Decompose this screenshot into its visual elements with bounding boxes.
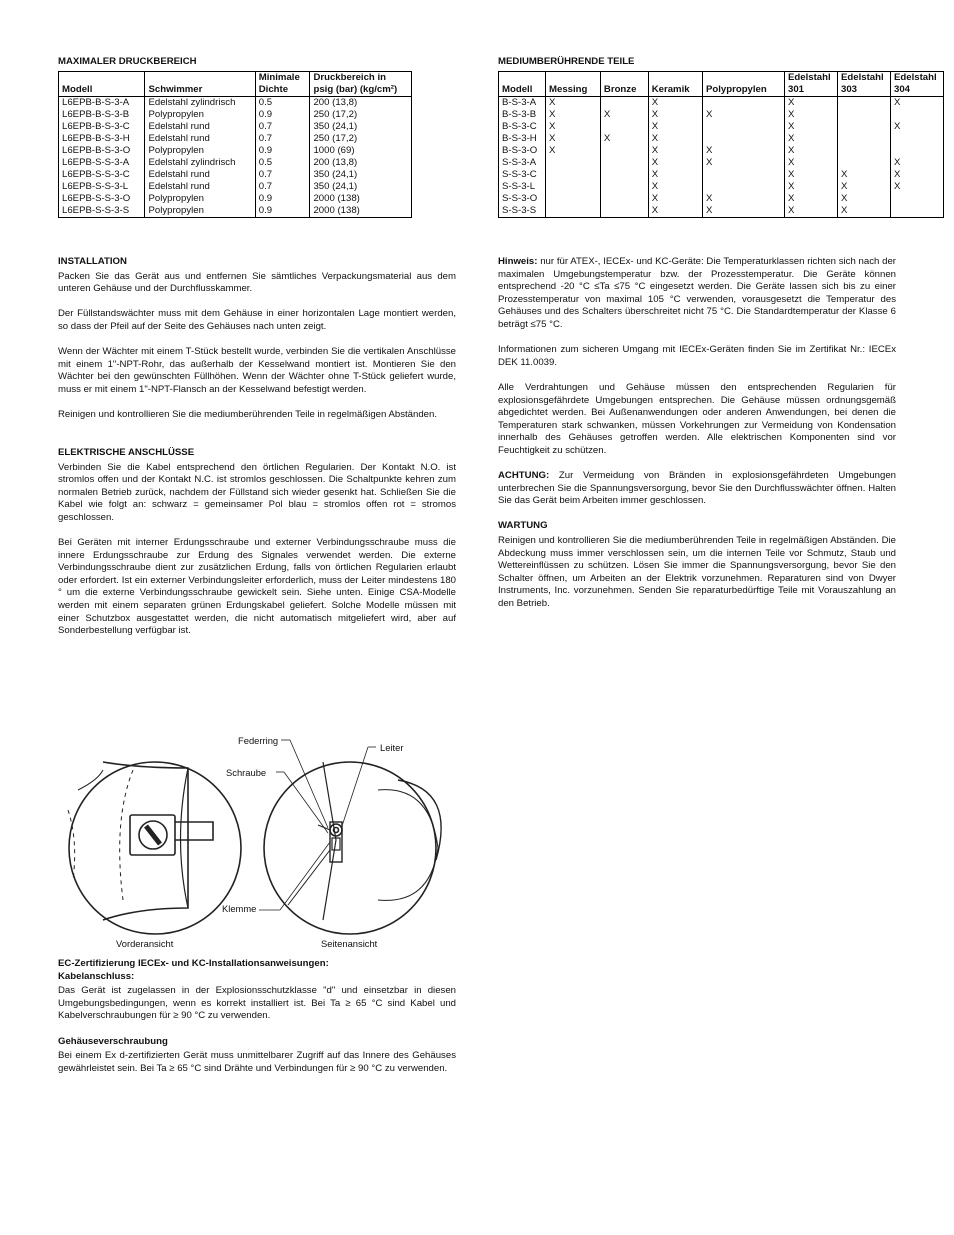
- th-schwimmer: Schwimmer: [145, 71, 255, 96]
- wetted-row-cell: [702, 121, 784, 133]
- iecex-paragraph: Informationen zum sicheren Umgang mit IECEx-Geräten finden Sie im Zertifikat Nr.: IECEx DEK 11.0039.: [498, 344, 896, 368]
- pressure-row: [59, 193, 412, 205]
- ec-p1: Das Gerät ist zugelassen in der Explosionsschutzklasse "d" und einsetzbar in diesen Umgebungsbedingungen, wenn es korrekt installiert ist. Bei Ta ≥ 65 °C sind Kabel und Kabelverschraubungen für ≥ 90 °C zu verwenden.: [58, 985, 456, 1022]
- pressure-row: [59, 109, 412, 121]
- pressure-row-cell: 200 (13,8): [310, 157, 412, 169]
- pressure-row-cell: Edelstahl rund: [145, 121, 255, 133]
- th-w-edelstahl304: Edelstahl 304: [891, 71, 944, 96]
- wetted-row-cell: X: [648, 157, 702, 169]
- wetted-row-cell: [702, 181, 784, 193]
- wetted-row-cell: S-S-3-C: [499, 169, 546, 181]
- pressure-row-cell: 0.5: [255, 157, 310, 169]
- caution-label: ACHTUNG:: [498, 470, 550, 482]
- pressure-row-cell: 0.9: [255, 109, 310, 121]
- pressure-row-cell: 2000 (138): [310, 205, 412, 218]
- wetted-row-cell: X: [600, 109, 648, 121]
- wetted-row-cell: B-S-3-O: [499, 145, 546, 157]
- wetted-row-cell: X: [891, 121, 944, 133]
- pressure-row: [59, 157, 412, 169]
- pressure-row-cell: 0.7: [255, 169, 310, 181]
- wetted-row-cell: X: [891, 169, 944, 181]
- wetted-row-cell: [600, 181, 648, 193]
- pressure-row-cell: 0.5: [255, 96, 310, 109]
- maintenance-title: WARTUNG: [498, 520, 548, 532]
- wetted-row-cell: [600, 169, 648, 181]
- wetted-row: [499, 169, 944, 181]
- wetted-row-cell: [546, 181, 601, 193]
- wetted-row-cell: S-S-3-O: [499, 193, 546, 205]
- wetted-row-cell: X: [785, 133, 838, 145]
- wetted-title: MEDIUMBERÜHRENDE TEILE: [498, 56, 635, 67]
- pressure-row-cell: L6EPB-S-S-3-C: [59, 169, 145, 181]
- electrical-p1: Verbinden Sie die Kabel entsprechend den örtlichen Regularien. Der Kontakt N.O. ist stromlos offen und der Kontakt N.C. ist stromlos geschlossen. Die Schaltpunkte kehren zum normalen Betrieb zurück, nachdem der Füllstand sich wieder gesenkt hat. Schließen Sie die Kabel wie folgt an: schwarz = gemeinsamer Pol blau = stromlos offen rot = stromos geschlossen.: [58, 461, 456, 523]
- wetted-row: [499, 193, 944, 205]
- th-w-keramik: Keramik: [648, 71, 702, 96]
- pressure-row-cell: Polypropylen: [145, 193, 255, 205]
- th-druck: Druckbereich in psig (bar) (kg/cm²): [310, 71, 412, 96]
- installation-section: [58, 256, 456, 638]
- wetted-row: [499, 181, 944, 193]
- wetted-row-cell: X: [546, 133, 601, 145]
- caution-text: Zur Vermeidung von Bränden in explosionsgefährdeten Umgebungen unterbrechen Sie die Spannungsversorgung, bevor Sie den Durchflusswächter öffnen. Halten Sie das Gerät beim Arbeiten immer geschlossen.: [498, 470, 896, 507]
- wetted-row: [499, 157, 944, 169]
- hint-paragraph: [498, 256, 896, 332]
- wetted-row-cell: X: [785, 121, 838, 133]
- ec-title: EC-Zertifizierung IECEx- und KC-Installationsanweisungen:: [58, 958, 329, 969]
- wetted-row-cell: X: [648, 181, 702, 193]
- wetted-row-cell: X: [546, 145, 601, 157]
- notes-section: [498, 256, 896, 611]
- pressure-row-cell: 250 (17,2): [310, 109, 412, 121]
- pressure-row-cell: 0.7: [255, 121, 310, 133]
- wetted-row-cell: S-S-3-S: [499, 205, 546, 218]
- pressure-row-cell: L6EPB-B-S-3-A: [59, 96, 145, 109]
- pressure-row-cell: L6EPB-B-S-3-B: [59, 109, 145, 121]
- wetted-row-cell: X: [785, 193, 838, 205]
- pressure-row: [59, 133, 412, 145]
- wetted-row-cell: [891, 133, 944, 145]
- caution-paragraph: [498, 470, 896, 508]
- wetted-section: [498, 56, 937, 218]
- wetted-row-cell: X: [648, 109, 702, 121]
- wetted-row-cell: X: [838, 193, 891, 205]
- wetted-row-cell: X: [702, 205, 784, 218]
- wetted-row-cell: [546, 157, 601, 169]
- wetted-row-cell: [600, 121, 648, 133]
- pressure-row: [59, 205, 412, 218]
- wetted-row-cell: X: [785, 169, 838, 181]
- wetted-table: [498, 71, 944, 218]
- pressure-row-cell: L6EPB-B-S-3-O: [59, 145, 145, 157]
- wetted-row-cell: [838, 121, 891, 133]
- wetted-row-cell: X: [648, 205, 702, 218]
- pressure-row: [59, 181, 412, 193]
- wetted-row-cell: [702, 169, 784, 181]
- maintenance-text: Reinigen und kontrollieren Sie die mediumberührenden Teile in regelmäßigen Abständen. Die Abdeckung muss immer verschlossen sein, um die internen Teile vor Schmutz, Staub und Wettereinflüssen zu schützen. Lösen Sie immer die Spannungsversorgung, bevor Sie den Schalter öffnen, um Arbeiten an der Elektrik vorzunehmen. Reparaturen sind von Dwyer Instruments, Inc. vorzunehmen. Senden Sie reparaturbedürftige Teile mit Vorauszahlung an den Betrieb.: [498, 535, 896, 610]
- pressure-row-cell: 0.9: [255, 145, 310, 157]
- th-modell: Modell: [59, 71, 145, 96]
- wetted-row-cell: [600, 193, 648, 205]
- grounding-figure: [58, 730, 456, 955]
- wetted-row-cell: [546, 193, 601, 205]
- wetted-row-cell: X: [891, 181, 944, 193]
- wetted-row-cell: X: [785, 96, 838, 109]
- hint-text: nur für ATEX-, IECEx- und KC-Geräte: Die Temperaturklassen richten sich nach der maximalen Umgebungstemperatur bzw. der Prozesstemperatur. Die Geräte können entsprechend -20 °C ≤Ta ≤75 °C eingesetzt werden. Die Geräte lassen sich bis zu einer Prozesstemperatur von maximal 105 °C verwenden, vorausgesetzt die Temperatur des Gehäuses und des Schalters überschreitet nicht 75 °C. Die Standardtemperatur der Klasse 6 beträgt ≤75 °C.: [498, 256, 896, 330]
- wetted-row-cell: [600, 157, 648, 169]
- pressure-row: [59, 96, 412, 109]
- ec-section: [58, 958, 456, 1075]
- pressure-row-cell: Polypropylen: [145, 205, 255, 218]
- pressure-row-cell: Polypropylen: [145, 109, 255, 121]
- pressure-row-cell: 2000 (138): [310, 193, 412, 205]
- pressure-row-cell: L6EPB-S-S-3-O: [59, 193, 145, 205]
- wetted-row-cell: B-S-3-H: [499, 133, 546, 145]
- pressure-table: [58, 71, 412, 218]
- th-w-edelstahl301: Edelstahl 301: [785, 71, 838, 96]
- wetted-row-cell: X: [838, 169, 891, 181]
- wetted-row-cell: [838, 109, 891, 121]
- ec-p2: Bei einem Ex d-zertifizierten Gerät muss unmittelbarer Zugriff auf das Innere des Gehäuses gewährleistet sein. Bei Ta ≥ 65 °C sind Drähte und Verbindungen für ≥ 90 °C zu verwenden.: [58, 1050, 456, 1074]
- wetted-row-cell: X: [785, 109, 838, 121]
- wetted-row-cell: X: [648, 169, 702, 181]
- label-schraube: Schraube: [226, 767, 267, 778]
- pressure-row: [59, 145, 412, 157]
- pressure-section: [58, 56, 456, 218]
- pressure-row-cell: L6EPB-S-S-3-A: [59, 157, 145, 169]
- wetted-row-cell: X: [702, 193, 784, 205]
- wetted-row-cell: X: [648, 121, 702, 133]
- wetted-row-cell: X: [785, 145, 838, 157]
- pressure-title: MAXIMALER DRUCKBEREICH: [58, 56, 197, 67]
- pressure-row-cell: Polypropylen: [145, 145, 255, 157]
- label-leiter: Leiter: [380, 742, 404, 753]
- wetted-row-cell: [891, 193, 944, 205]
- ec-subtitle: Kabelanschluss:: [58, 970, 135, 982]
- wetted-row: [499, 121, 944, 133]
- pressure-row-cell: 1000 (69): [310, 145, 412, 157]
- pressure-row-cell: 350 (24,1): [310, 121, 412, 133]
- pressure-row-cell: Edelstahl zylindrisch: [145, 157, 255, 169]
- wetted-row-cell: [838, 96, 891, 109]
- wetted-row-cell: [891, 205, 944, 218]
- th-w-bronze: Bronze: [600, 71, 648, 96]
- pressure-row-cell: Edelstahl rund: [145, 169, 255, 181]
- pressure-row-cell: 200 (13,8): [310, 96, 412, 109]
- wetted-row-cell: X: [891, 157, 944, 169]
- installation-p3: Wenn der Wächter mit einem T-Stück bestellt wurde, verbinden Sie die vertikalen Anschlüsse mit einem 1"-NPT-Rohr, das außerhalb der Kesselwand montiert ist. Montieren Sie den Wächter bei den gewünschten Füllhöhen. Wenn der Wächter ohne T-Stück geliefert wurde, muss er mit einem 1"-NPT-Flansch an der Kesselwand befestigt werden.: [58, 346, 456, 395]
- wetted-row-cell: X: [702, 109, 784, 121]
- pressure-row-cell: L6EPB-B-S-3-H: [59, 133, 145, 145]
- wetted-row-cell: X: [702, 157, 784, 169]
- wetted-row-cell: [891, 109, 944, 121]
- pressure-row-cell: 250 (17,2): [310, 133, 412, 145]
- wetted-row-cell: X: [546, 121, 601, 133]
- wetted-row-cell: X: [600, 133, 648, 145]
- wetted-row-cell: B-S-3-B: [499, 109, 546, 121]
- wetted-row-cell: X: [648, 96, 702, 109]
- wetted-row-cell: [838, 133, 891, 145]
- wetted-row-cell: B-S-3-A: [499, 96, 546, 109]
- wetted-row-cell: X: [785, 181, 838, 193]
- pressure-row-cell: 0.7: [255, 181, 310, 193]
- housing-title: Gehäuseverschraubung: [58, 1035, 168, 1047]
- wiring-paragraph: Alle Verdrahtungen und Gehäuse müssen den entsprechenden Regularien für explosionsgefährdete Umgebungen entsprechen. Die Gehäuse müssen ordnungsgemäß abgedichtet werden. Bei Außenanwendungen oder anderen Anwendungen, bei denen die Temperaturen stark schwanken, müssen Vorkehrungen zur Vermeidung von Kondensation innerhalb des Gehäuses getroffen werden. Alle elektrischen Komponenten sind vor Feuchtigkeit zu schützen.: [498, 381, 896, 456]
- installation-p1: Packen Sie das Gerät aus und entfernen Sie sämtliches Verpackungsmaterial aus dem unteren Gehäuse und der Durchflusskammer.: [58, 270, 456, 295]
- wetted-row-cell: [702, 96, 784, 109]
- th-dichte: Minimale Dichte: [255, 71, 310, 96]
- pressure-row: [59, 169, 412, 181]
- wetted-row: [499, 145, 944, 157]
- installation-p4: Reinigen und kontrollieren Sie die mediumberührenden Teile in regelmäßigen Abständen.: [58, 409, 438, 421]
- wetted-row-cell: X: [546, 109, 601, 121]
- wetted-row-cell: X: [546, 96, 601, 109]
- wetted-row-cell: X: [838, 205, 891, 218]
- electrical-p2: Bei Geräten mit interner Erdungsschraube und externer Verbindungsschraube muss die innere Erdungsschraube zur Erdung des Signales verwendet werden. Die externe Verbindungsschraube dient zur zusätzlichen Erdung, falls von örtlichen Regularien erlaubt oder erfordert. Ist ein externer Verbindungsleiter erforderlich, muss der Leiter mindestens 180 ° um die externe Verbindungsschraube gewickelt sein. Siehe unten. Einige CSA-Modelle werden mit einem separaten grünen Erdungskabel geliefert. Solche Modelle müssen mit einer Schutzbox ausgestattet werden, die nicht automatisch mitgeliefert wird, aber auf Sonderbestellung verfügbar ist.: [58, 537, 456, 637]
- label-federring: Federring: [238, 735, 279, 746]
- label-klemme: Klemme: [222, 903, 257, 914]
- wetted-row-cell: X: [838, 181, 891, 193]
- label-side-view: Seitenansicht: [321, 938, 378, 949]
- wetted-row: [499, 109, 944, 121]
- label-front-view: Vorderansicht: [116, 938, 174, 949]
- wetted-row-cell: X: [648, 133, 702, 145]
- pressure-row-cell: L6EPB-S-S-3-L: [59, 181, 145, 193]
- th-w-polypropylen: Polypropylen: [702, 71, 784, 96]
- wetted-row-cell: [838, 145, 891, 157]
- th-w-edelstahl303: Edelstahl 303: [838, 71, 891, 96]
- wetted-row-cell: X: [891, 96, 944, 109]
- wetted-row: [499, 133, 944, 145]
- pressure-row-cell: 0.9: [255, 193, 310, 205]
- pressure-row-cell: L6EPB-B-S-3-C: [59, 121, 145, 133]
- grounding-drawing: [58, 730, 456, 955]
- wetted-row-cell: [702, 133, 784, 145]
- wetted-row-cell: B-S-3-C: [499, 121, 546, 133]
- pressure-row-cell: Edelstahl zylindrisch: [145, 96, 255, 109]
- pressure-row-cell: 350 (24,1): [310, 181, 412, 193]
- th-w-messing: Messing: [546, 71, 601, 96]
- wetted-row: [499, 96, 944, 109]
- hint-label: Hinweis:: [498, 256, 538, 267]
- pressure-row-cell: 0.9: [255, 205, 310, 218]
- pressure-row-cell: L6EPB-S-S-3-S: [59, 205, 145, 218]
- wetted-row-cell: X: [702, 145, 784, 157]
- installation-title: INSTALLATION: [58, 256, 127, 267]
- pressure-row-cell: Edelstahl rund: [145, 133, 255, 145]
- pressure-row-cell: 350 (24,1): [310, 169, 412, 181]
- wetted-row-cell: [838, 157, 891, 169]
- wetted-row-cell: X: [648, 193, 702, 205]
- electrical-title: ELEKTRISCHE ANSCHLÜSSE: [58, 446, 195, 458]
- pressure-row-cell: 0.7: [255, 133, 310, 145]
- wetted-row-cell: [600, 145, 648, 157]
- pressure-row-cell: Edelstahl rund: [145, 181, 255, 193]
- wetted-row: [499, 205, 944, 218]
- wetted-row-cell: [891, 145, 944, 157]
- wetted-row-cell: S-S-3-A: [499, 157, 546, 169]
- pressure-row: [59, 121, 412, 133]
- wetted-row-cell: [600, 205, 648, 218]
- installation-p2: Der Füllstandswächter muss mit dem Gehäuse in einer horizontalen Lage montiert werden, so dass der Pfeil auf der Seite des Gehäuses nach unten zeigt.: [58, 308, 456, 332]
- wetted-row-cell: X: [785, 157, 838, 169]
- wetted-row-cell: [546, 169, 601, 181]
- th-w-modell: Modell: [499, 71, 546, 96]
- wetted-row-cell: X: [785, 205, 838, 218]
- wetted-row-cell: S-S-3-L: [499, 181, 546, 193]
- wetted-row-cell: [546, 205, 601, 218]
- wetted-row-cell: X: [648, 145, 702, 157]
- wetted-row-cell: [600, 96, 648, 109]
